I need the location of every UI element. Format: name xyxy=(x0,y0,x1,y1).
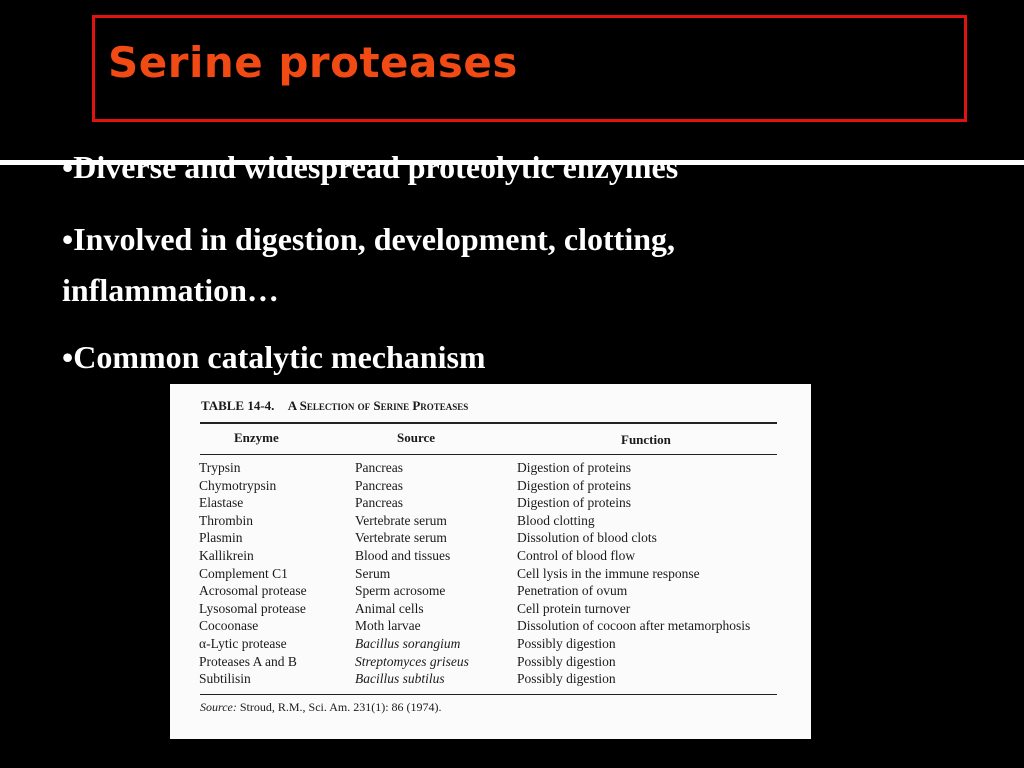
bullet-1: •Diverse and widespread proteolytic enzymes xyxy=(62,149,679,185)
cell-enzyme: Kallikrein xyxy=(199,548,254,563)
cell-enzyme: Subtilisin xyxy=(199,671,251,687)
source-note-text: Stroud, R.M., Sci. Am. 231(1): 86 (1974). xyxy=(236,700,442,714)
table-row xyxy=(170,512,811,530)
title-box xyxy=(92,15,967,122)
serine-protease-table-image xyxy=(170,384,811,739)
bullet-2: •Involved in digestion, development, clotting, inflammation… xyxy=(62,221,676,309)
cell-enzyme: Trypsin xyxy=(199,460,241,475)
table-row xyxy=(170,635,811,653)
cell-function: Possibly digestion xyxy=(517,671,616,687)
cell-enzyme: Plasmin xyxy=(199,530,243,546)
cell-source: Pancreas xyxy=(355,495,403,511)
cell-source: Sperm acrosome xyxy=(355,583,446,599)
cell-source: Streptomyces griseus xyxy=(355,653,469,669)
column-header-enzyme: Enzyme xyxy=(234,430,279,445)
cell-source: Pancreas xyxy=(355,477,403,493)
cell-function: Dissolution of cocoon after metamorphosis xyxy=(517,618,751,634)
table-caption-number: TABLE 14-4. xyxy=(201,398,275,413)
cell-function: Digestion of proteins xyxy=(517,460,631,475)
cell-function: Dissolution of blood clots xyxy=(517,530,657,546)
table-row xyxy=(170,477,811,495)
table-top-rule xyxy=(200,422,777,424)
table-row xyxy=(170,670,811,688)
cell-function: Possibly digestion xyxy=(517,653,616,669)
cell-enzyme: Proteases A and B xyxy=(199,653,297,669)
table-row xyxy=(170,459,811,477)
table-caption xyxy=(201,398,468,414)
cell-function: Digestion of proteins xyxy=(517,495,631,511)
cell-enzyme: α-Lytic protease xyxy=(199,636,287,651)
table-row xyxy=(170,582,811,600)
cell-source: Vertebrate serum xyxy=(355,512,447,528)
slide-title: Serine proteases xyxy=(108,38,518,87)
cell-enzyme: Lysosomal protease xyxy=(199,600,306,616)
table-row xyxy=(170,494,811,512)
cell-source: Blood and tissues xyxy=(355,548,451,563)
cell-function: Penetration of ovum xyxy=(517,583,628,599)
bullet-3: •Common catalytic mechanism xyxy=(62,339,486,375)
cell-source: Vertebrate serum xyxy=(355,530,447,546)
cell-function: Digestion of proteins xyxy=(517,477,631,493)
cell-function: Blood clotting xyxy=(517,512,595,528)
table-header-rule xyxy=(200,454,777,455)
cell-enzyme: Elastase xyxy=(199,495,244,511)
cell-enzyme: Acrosomal protease xyxy=(199,583,307,599)
cell-function: Cell protein turnover xyxy=(517,600,631,616)
column-header-source: Source xyxy=(397,430,436,445)
cell-function: Cell lysis in the immune response xyxy=(517,565,700,581)
table-source-note xyxy=(200,700,442,715)
table-row xyxy=(170,529,811,547)
cell-function: Control of blood flow xyxy=(517,548,636,563)
cell-enzyme: Cocoonase xyxy=(199,618,259,634)
table-row xyxy=(170,565,811,583)
cell-enzyme: Chymotrypsin xyxy=(199,477,277,493)
table-row xyxy=(170,547,811,565)
cell-function: Possibly digestion xyxy=(517,636,616,651)
cell-source: Bacillus subtilus xyxy=(355,671,445,687)
source-note-label: Source: xyxy=(200,700,237,714)
cell-enzyme: Complement C1 xyxy=(199,565,288,581)
column-header-function: Function xyxy=(621,432,671,447)
cell-source: Animal cells xyxy=(355,600,424,616)
cell-source: Moth larvae xyxy=(355,618,421,634)
cell-source: Bacillus sorangium xyxy=(355,636,461,651)
table-row xyxy=(170,653,811,671)
cell-source: Serum xyxy=(355,565,391,581)
cell-enzyme: Thrombin xyxy=(199,512,253,528)
cell-source: Pancreas xyxy=(355,460,403,475)
table-row xyxy=(170,600,811,618)
table-caption-text: A Selection of Serine Proteases xyxy=(287,398,469,413)
table-bottom-rule xyxy=(200,694,777,695)
table-row xyxy=(170,617,811,635)
